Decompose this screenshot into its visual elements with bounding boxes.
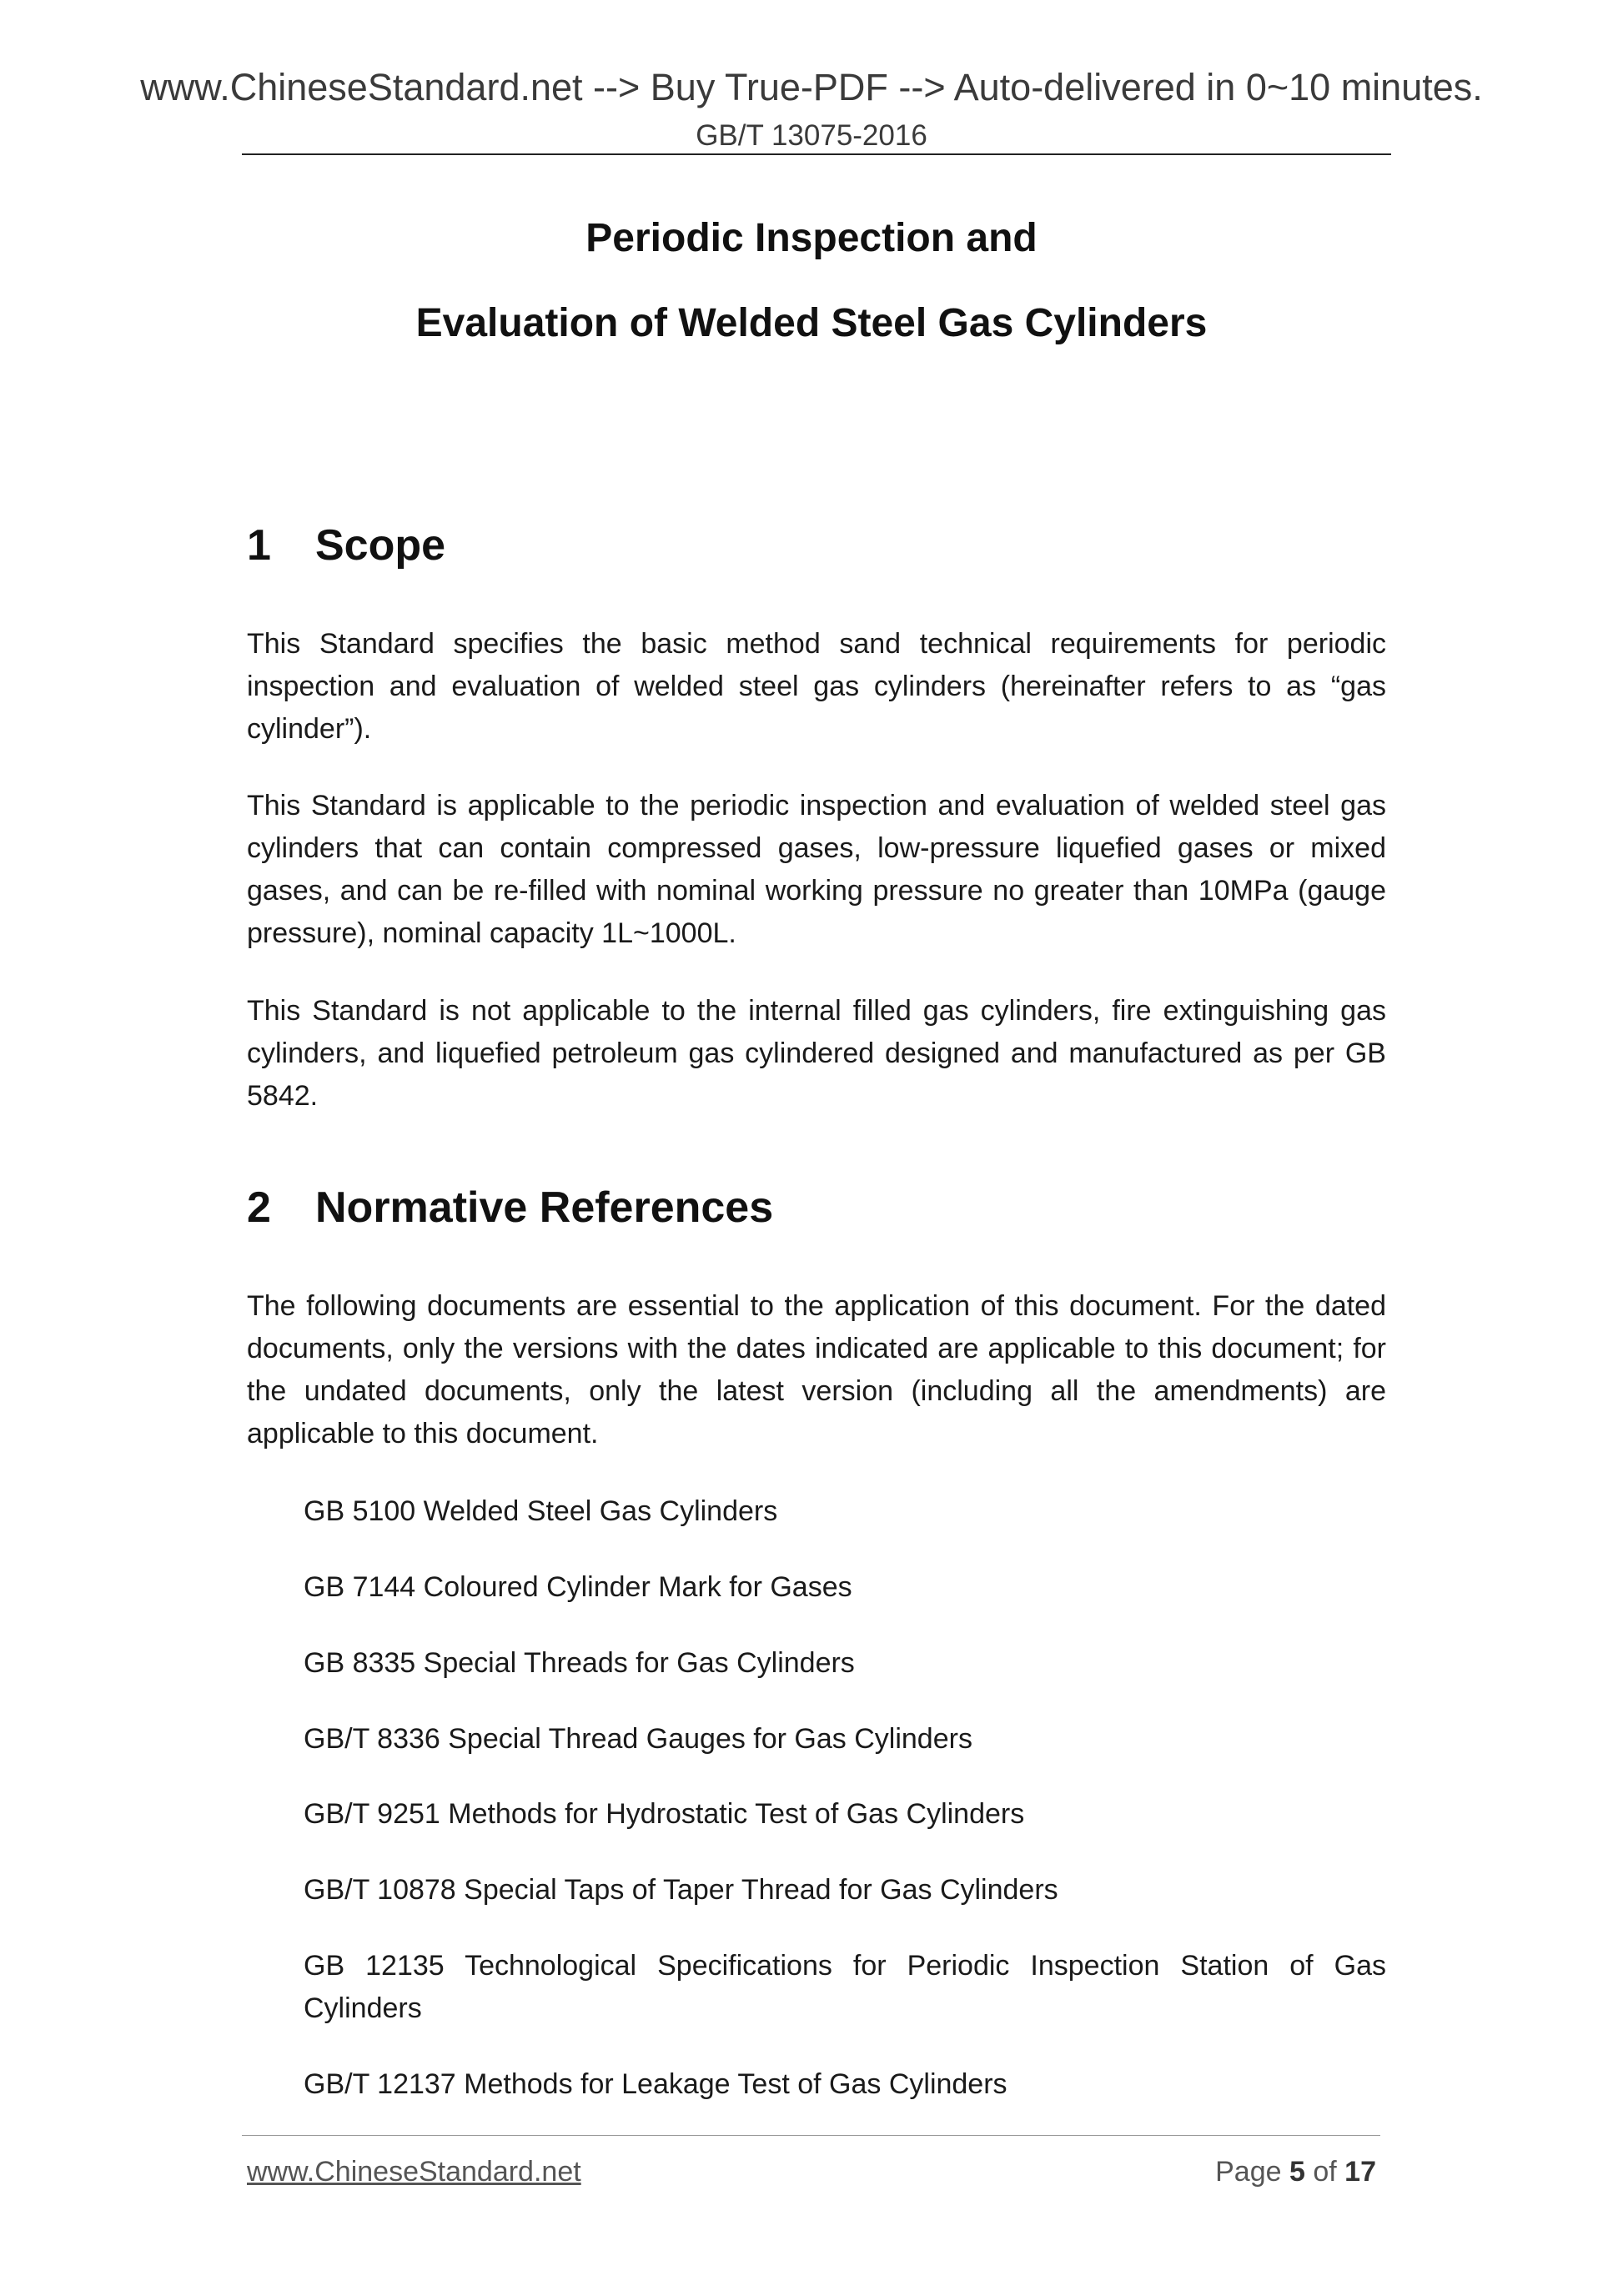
current-page-number: 5 — [1289, 2156, 1305, 2188]
footer-divider — [242, 2135, 1380, 2136]
doc-title-line1: Periodic Inspection and — [585, 216, 1038, 260]
section-heading-normative-references — [247, 1183, 773, 1233]
standard-code: GB/T 13075-2016 — [696, 119, 927, 152]
reference-item: GB/T 8336 Special Thread Gauges for Gas Cylinders — [304, 1723, 972, 1755]
scope-paragraph-3: This Standard is not applicable to the internal filled gas cylinders, fire extinguishing gas cylinders, and liquefied petroleum gas cylindered designed and manufactured as per GB 5842. — [247, 995, 1386, 1112]
scope-paragraph-1: This Standard specifies the basic method sand technical requirements for periodic inspection and evaluation of welded steel gas cylinders (hereinafter refers to as “gas cylinder”). — [247, 628, 1386, 745]
reference-item: GB/T 10878 Special Taps of Taper Thread for Gas Cylinders — [304, 1874, 1058, 1906]
reference-item: GB 12135 Technological Specifications for Periodic Inspection Station of Gas Cylinders — [304, 1950, 1386, 2024]
section-title: Normative References — [315, 1183, 774, 1232]
section-title: Scope — [315, 521, 446, 570]
reference-item: GB 7144 Coloured Cylinder Mark for Gases — [304, 1571, 852, 1603]
scope-paragraph-2: This Standard is applicable to the periodic inspection and evaluation of welded steel gas cylinders that can contain compressed gases, low-pressure liquefied gases or mixed gases, and can be re-filled with nominal working pressure no greater than 10MPa (gauge pressure), nominal capacity 1L~1000L. — [247, 790, 1386, 949]
doc-title-line2: Evaluation of Welded Steel Gas Cylinders — [415, 301, 1208, 345]
page-label: Page — [1215, 2156, 1282, 2188]
page-indicator — [1215, 2156, 1376, 2188]
footer-website-link[interactable]: www.ChineseStandard.net — [247, 2156, 581, 2188]
section-number: 1 — [247, 521, 271, 570]
page-of-label: of — [1313, 2156, 1337, 2188]
references-intro-paragraph: The following documents are essential to the application of this document. For the dated documents, only the versions with the dates indicated are applicable to this document; for the undated documents, only the latest version (including all the amendments) are applicable to this document. — [247, 1290, 1386, 1449]
reference-item: GB/T 12137 Methods for Leakage Test of Gas Cylinders — [304, 2068, 1007, 2100]
header-promo: www.ChineseStandard.net --> Buy True-PDF --> Auto-delivered in 0~10 minutes. — [140, 66, 1483, 108]
header-divider — [242, 153, 1391, 155]
reference-item: GB/T 9251 Methods for Hydrostatic Test of Gas Cylinders — [304, 1798, 1025, 1830]
reference-item: GB 8335 Special Threads for Gas Cylinders — [304, 1647, 855, 1679]
section-heading-scope — [247, 520, 445, 570]
total-page-count: 17 — [1344, 2156, 1376, 2188]
section-number: 2 — [247, 1183, 271, 1232]
reference-item: GB 5100 Welded Steel Gas Cylinders — [304, 1495, 778, 1527]
